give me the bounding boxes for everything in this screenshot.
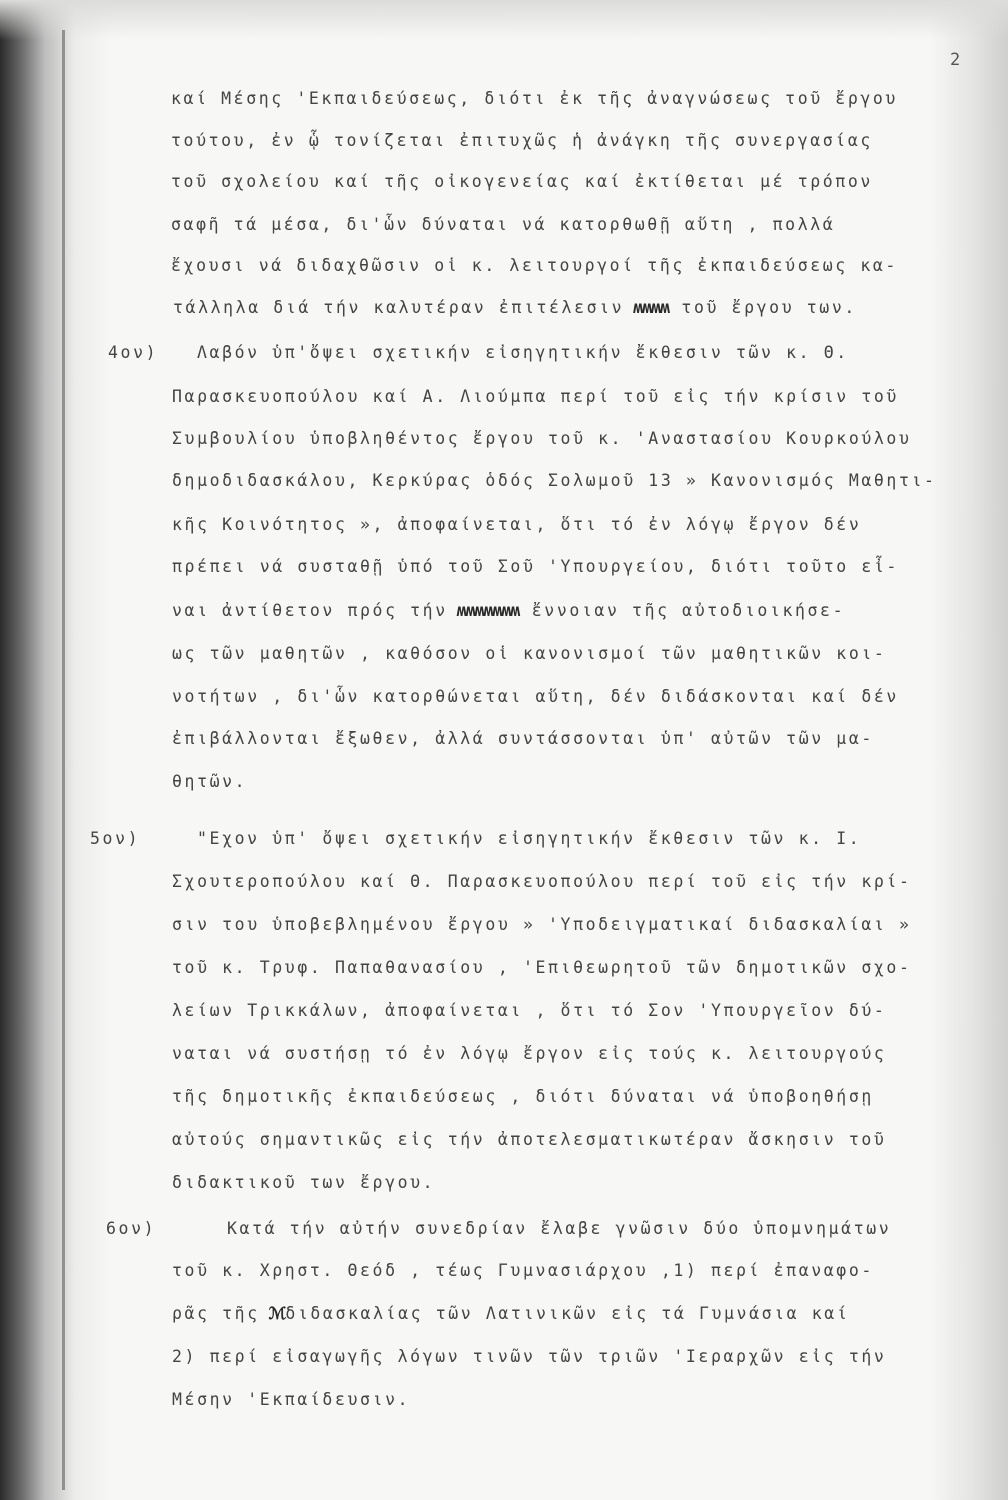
line-text: κῆς Κοινότητος », ἀποφαίνεται, ὅτι τό ἐν λόγῳ ἔργον δέν bbox=[172, 515, 862, 534]
struck-out-text: ʍʍʍʍ bbox=[624, 298, 669, 317]
line-text: "Εχον ὑπ' ὄψει σχετικήν εἰσηγητικήν ἔκθεσιν τῶν κ. Ι. bbox=[197, 829, 862, 848]
text-line bbox=[172, 958, 912, 977]
line-text: σιν του ὑποβεβλημένου ἔργου » 'Υποδειγματικαί διδασκαλίαι » bbox=[172, 915, 912, 934]
line-text: ρᾶς τῆς bbox=[172, 1304, 260, 1323]
text-line bbox=[172, 1044, 886, 1063]
line-text: διδακτικοῦ των ἔργου. bbox=[172, 1173, 436, 1192]
text-line bbox=[172, 1173, 435, 1192]
line-text: τῆς δημοτικῆς ἐκπαιδεύσεως , διότι δύναται νά ὑποβοηθήσῃ bbox=[172, 1087, 874, 1106]
text-line bbox=[197, 343, 849, 362]
text-line bbox=[227, 1219, 891, 1238]
binding-line bbox=[62, 30, 65, 1490]
text-line bbox=[172, 687, 899, 706]
text-line bbox=[171, 172, 873, 191]
text-line bbox=[171, 256, 898, 275]
line-text: δημοδιδασκάλου, Κερκύρας ὁδός Σολωμοῦ 13 » Κανονισμός Μαθητι- bbox=[172, 471, 937, 490]
line-text: τοῦ κ. Τρυφ. Παπαθανασίου , 'Επιθεωρητοῦ τῶν δημοτικῶν σχο- bbox=[172, 958, 912, 977]
scan-top-shadow bbox=[0, 0, 1008, 40]
text-line bbox=[172, 729, 874, 748]
line-text: ἐπιβάλλονται ἔξωθεν, ἀλλά συντάσσονται ὑπ' αὐτῶν τῶν μα- bbox=[172, 729, 874, 748]
text-line bbox=[172, 1347, 886, 1366]
text-line bbox=[171, 89, 898, 108]
text-line bbox=[172, 387, 899, 406]
line-text: τούτου, ἐν ᾧ τονίζεται ἐπιτυχῶς ἡ ἀνάγκη τῆς συνεργασίας bbox=[171, 131, 873, 150]
text-line bbox=[172, 872, 912, 891]
line-text: ναι ἀντίθετον πρός τήν bbox=[172, 601, 448, 620]
line-text: πρέπει νά συσταθῇ ὑπό τοῦ Σοῦ 'Υπουργείου, διότι τοῦτο εἶ- bbox=[172, 557, 899, 576]
line-text: νοτήτων , δι'ὧν κατορθώνεται αὕτη, δέν διδάσκονται καί δέν bbox=[172, 687, 899, 706]
line-text: θητῶν. bbox=[172, 772, 248, 791]
struck-out-text: ʍʍʍʍʍʍʍ bbox=[447, 601, 520, 620]
text-line bbox=[172, 644, 886, 663]
text-line bbox=[172, 1087, 874, 1106]
text-line bbox=[172, 772, 247, 791]
line-text: Παρασκευοπούλου καί Α. Λιούμπα περί τοῦ εἰς τήν κρίσιν τοῦ bbox=[172, 387, 899, 406]
text-line bbox=[172, 601, 845, 620]
line-text: τάλληλα διά τήν καλυτέραν ἐπιτέλεσιν bbox=[173, 298, 625, 317]
line-text-continued: ἔννοιαν τῆς αὐτοδιοικήσε- bbox=[519, 601, 846, 620]
paragraph-number: 4ον) bbox=[108, 343, 159, 362]
text-line bbox=[171, 215, 835, 234]
text-line bbox=[172, 1001, 886, 1020]
text-line bbox=[173, 298, 857, 317]
text-line bbox=[172, 1304, 849, 1323]
struck-out-text: ℳ bbox=[259, 1304, 286, 1323]
line-text: Συμβουλίου ὑποβληθέντος ἔργου τοῦ κ. 'Αναστασίου Κουρκούλου bbox=[172, 429, 912, 448]
line-text-continued: τοῦ ἔργου των. bbox=[668, 298, 857, 317]
line-text: σαφῆ τά μέσα, δι'ὧν δύναται νά κατορθωθῇ αὕτη , πολλά bbox=[171, 215, 836, 234]
line-text: ναται νά συστήσῃ τό ἐν λόγῳ ἔργον εἰς τούς κ. λειτουργούς bbox=[172, 1044, 887, 1063]
line-text: Σχουτεροπούλου καί Θ. Παρασκευοπούλου περί τοῦ εἰς τήν κρί- bbox=[172, 872, 912, 891]
line-text: 2) περί εἰσαγωγῆς λόγων τινῶν τῶν τριῶν 'Ιεραρχῶν εἰς τήν bbox=[172, 1347, 887, 1366]
line-text: Μέσην 'Εκπαίδευσιν. bbox=[172, 1390, 411, 1409]
text-line bbox=[172, 1130, 886, 1149]
text-line bbox=[172, 1261, 874, 1280]
paragraph-number: 6ον) bbox=[106, 1219, 157, 1238]
line-text: τοῦ κ. Χρηστ. Θεόδ , τέως Γυμνασιάρχου ,1) περί ἐπαναφο- bbox=[172, 1261, 874, 1280]
text-line bbox=[197, 829, 861, 848]
line-text: καί Μέσης 'Εκπαιδεύσεως, διότι ἐκ τῆς ἀναγνώσεως τοῦ ἔργου bbox=[171, 89, 898, 108]
line-text-continued: διδασκαλίας τῶν Λατινικῶν εἰς τά Γυμνάσια καί bbox=[285, 1304, 850, 1323]
line-text: ως τῶν μαθητῶν , καθόσον οἱ κανονισμοί τῶν μαθητικῶν κοι- bbox=[172, 644, 887, 663]
line-text: λείων Τρικκάλων, ἀποφαίνεται , ὅτι τό Σον 'Υπουργεῖον δύ- bbox=[172, 1001, 887, 1020]
text-line bbox=[172, 471, 937, 490]
line-text: τοῦ σχολείου καί τῆς οἰκογενείας καί ἐκτίθεται μέ τρόπον bbox=[171, 172, 873, 191]
text-line bbox=[172, 1390, 410, 1409]
page-number: 2 bbox=[950, 50, 961, 70]
line-text: ἔχουσι νά διδαχθῶσιν οἱ κ. λειτουργοί τῆς ἐκπαιδεύσεως κα- bbox=[171, 256, 898, 275]
line-text: Λαβόν ὑπ'ὄψει σχετικήν εἰσηγητικήν ἔκθεσιν τῶν κ. Θ. bbox=[197, 343, 849, 362]
text-line bbox=[172, 515, 861, 534]
text-line bbox=[172, 915, 912, 934]
text-line bbox=[172, 557, 899, 576]
paragraph-number: 5ον) bbox=[90, 829, 141, 848]
line-text: αὐτούς σημαντικῶς εἰς τήν ἀποτελεσματικωτέραν ἄσκησιν τοῦ bbox=[172, 1130, 887, 1149]
text-line bbox=[172, 429, 912, 448]
line-text: Κατά τήν αὐτήν συνεδρίαν ἔλαβε γνῶσιν δύο ὑπομνημάτων bbox=[227, 1219, 892, 1238]
text-line bbox=[171, 131, 873, 150]
